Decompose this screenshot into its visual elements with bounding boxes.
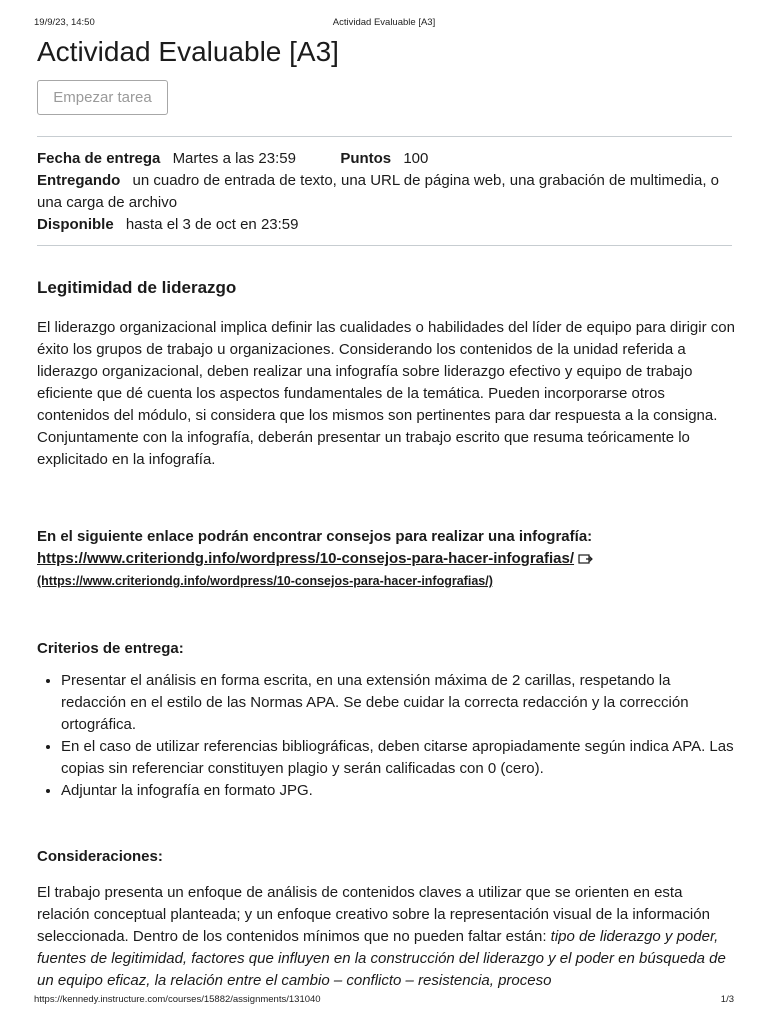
printed-url-link[interactable]: (https://www.criteriondg.info/wordpress/10-consejos-para-hacer-infografias/) bbox=[37, 574, 493, 588]
print-url: https://kennedy.instructure.com/courses/15882/assignments/131040 bbox=[34, 994, 321, 1005]
criteria-list bbox=[37, 670, 737, 802]
link-paragraph bbox=[37, 526, 737, 590]
external-link-icon[interactable] bbox=[578, 550, 593, 572]
link-printed-url bbox=[37, 572, 737, 590]
submitting-value: un cuadro de entrada de texto, una URL de página web, una grabación de multimedia, o una carga de archivo bbox=[37, 172, 720, 211]
infographic-tips-link[interactable]: https://www.criteriondg.info/wordpress/10-consejos-para-hacer-infografias/ bbox=[37, 550, 575, 567]
intro-paragraph: El liderazgo organizacional implica definir las cualidades o habilidades del líder de equipo para dirigir con éxito los grupos de trabajo u organizaciones. Considerando los contenidos de la unidad referida a liderazgo organizacional, deben realizar una infografía sobre liderazgo efectivo y equipo de trabajo eficiente que dé cuenta los aspectos fundamentales de la temática. Pueden incorporarse otros contenidos del módulo, si considera que los mismos son pertinentes para dar respuesta a la consigna. Conjuntamente con la infografía, deberán presentar un trabajo escrito que resuma teóricamente lo explicitado en la infografía. bbox=[37, 319, 735, 468]
divider bbox=[37, 245, 732, 246]
content-heading: Legitimidad de liderazgo bbox=[37, 278, 237, 297]
submitting-label: Entregando bbox=[37, 172, 121, 189]
print-doc-title: Actividad Evaluable [A3] bbox=[332, 17, 436, 28]
points-value: 100 bbox=[403, 150, 429, 167]
print-page-number: 1/3 bbox=[720, 994, 734, 1005]
link-intro: En el siguiente enlace podrán encontrar consejos para realizar una infografía: bbox=[37, 528, 593, 545]
assignment-details bbox=[37, 148, 737, 236]
print-datetime: 19/9/23, 14:50 bbox=[34, 17, 95, 28]
due-label: Fecha de entrega bbox=[37, 150, 161, 167]
due-value: Martes a las 23:59 bbox=[172, 150, 296, 167]
submitting-row bbox=[37, 170, 737, 214]
list-item: • Presentar el análisis en forma escrita, en una extensión máxima de 2 carillas, respetando la redacción en el estilo de las Normas APA. Se debe cuidar la correcta redacción y la corrección ortográfica. bbox=[61, 670, 737, 736]
page-title: Actividad Evaluable [A3] bbox=[37, 36, 339, 67]
available-row bbox=[37, 214, 737, 236]
considerations-paragraph bbox=[37, 882, 737, 992]
considerations-text: El trabajo presenta un enfoque de análisis de contenidos claves a utilizar que se orienten en esta relación conceptual planteada; y un enfoque creativo sobre la representación visual de la información seleccionada. Dentro de los contenidos mínimos que no pueden faltar están: bbox=[37, 884, 710, 945]
considerations-italic: tipo de liderazgo y poder, fuentes de legitimidad, factores que influyen en la construcción del liderazgo y el poder en búsqueda de un equipo eficaz, la relación entre el cambio – conflicto – resistencia, proceso bbox=[37, 928, 726, 989]
criteria-heading: Criterios de entrega: bbox=[37, 640, 184, 657]
considerations-heading: Consideraciones: bbox=[37, 848, 163, 865]
divider bbox=[37, 136, 732, 137]
available-label: Disponible bbox=[37, 216, 114, 233]
start-assignment-button[interactable]: Empezar tarea bbox=[37, 80, 168, 115]
print-footer bbox=[34, 994, 734, 1008]
list-item: • En el caso de utilizar referencias bibliográficas, deben citarse apropiadamente según indica APA. Las copias sin referenciar constituyen plagio y serán calificadas con 0 (cero). bbox=[61, 736, 737, 780]
print-header bbox=[34, 17, 734, 31]
assignment-description bbox=[37, 274, 737, 992]
available-value: hasta el 3 de oct en 23:59 bbox=[125, 216, 299, 233]
due-row bbox=[37, 148, 737, 170]
list-item: • Adjuntar la infografía en formato JPG. bbox=[61, 780, 737, 802]
points-label: Puntos bbox=[340, 150, 392, 167]
